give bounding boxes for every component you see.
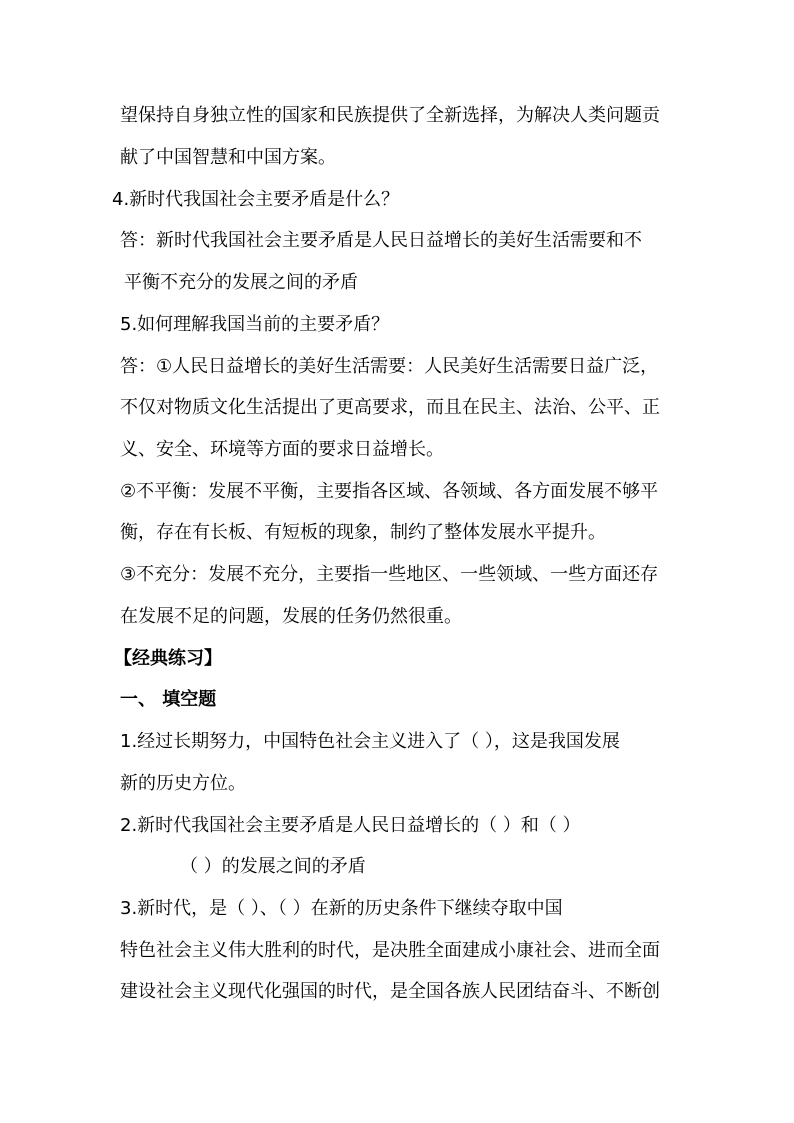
- exercise-2-line: 2.新时代我国社会主要矛盾是人民日益增长的（ ）和（ ）: [120, 815, 581, 836]
- answer-5-line: 义、安全、环境等方面的要求日益增长。: [120, 439, 444, 460]
- exercise-2-line: （ ）的发展之间的矛盾: [180, 856, 366, 877]
- answer-4-line: 答：新时代我国社会主要矛盾是人民日益增长的美好生活需要和不: [120, 230, 642, 251]
- answer-5-line: 衡，存在有长板、有短板的现象，制约了整体发展水平提升。: [120, 522, 606, 543]
- subsection-heading: 一、 填空题: [120, 689, 217, 710]
- question-4: 4.新时代我国社会主要矛盾是什么？: [112, 189, 400, 210]
- exercise-3-line: 建设社会主义现代化强国的时代，是全国各族人民团结奋斗、不断创: [120, 981, 660, 1002]
- answer-5-line: 在发展不足的问题，发展的任务仍然很重。: [120, 606, 462, 627]
- section-heading: 【经典练习】: [114, 648, 222, 669]
- answer-5-line: 不仅对物质文化生活提出了更高要求，而且在民主、法治、公平、正: [120, 397, 660, 418]
- exercise-3-line: 3.新时代，是（ ）、（ ）在新的历史条件下继续夺取中国: [120, 898, 563, 919]
- question-5: 5.如何理解我国当前的主要矛盾？: [120, 314, 390, 335]
- answer-5-line: 答：①人民日益增长的美好生活需要：人民美好生活需要日益广泛，: [120, 356, 659, 377]
- exercise-1-line: 1.经过长期努力，中国特色社会主义进入了（ ），这是我国发展: [120, 731, 620, 752]
- answer-5-line: ②不平衡：发展不平衡，主要指各区域、各领域、各方面发展不够平: [120, 481, 659, 502]
- paragraph-line: 献了中国智慧和中国方案。: [120, 147, 336, 168]
- answer-4-line: 平衡不充分的发展之间的矛盾: [124, 272, 358, 293]
- paragraph-line: 望保持自身独立性的国家和民族提供了全新选择，为解决人类问题贡: [120, 105, 660, 126]
- exercise-3-line: 特色社会主义伟大胜利的时代，是决胜全面建成小康社会、进而全面: [120, 940, 660, 961]
- answer-5-line: ③不充分：发展不充分，主要指一些地区、一些领域、一些方面还存: [120, 564, 659, 585]
- exercise-1-line: 新的历史方位。: [120, 773, 246, 794]
